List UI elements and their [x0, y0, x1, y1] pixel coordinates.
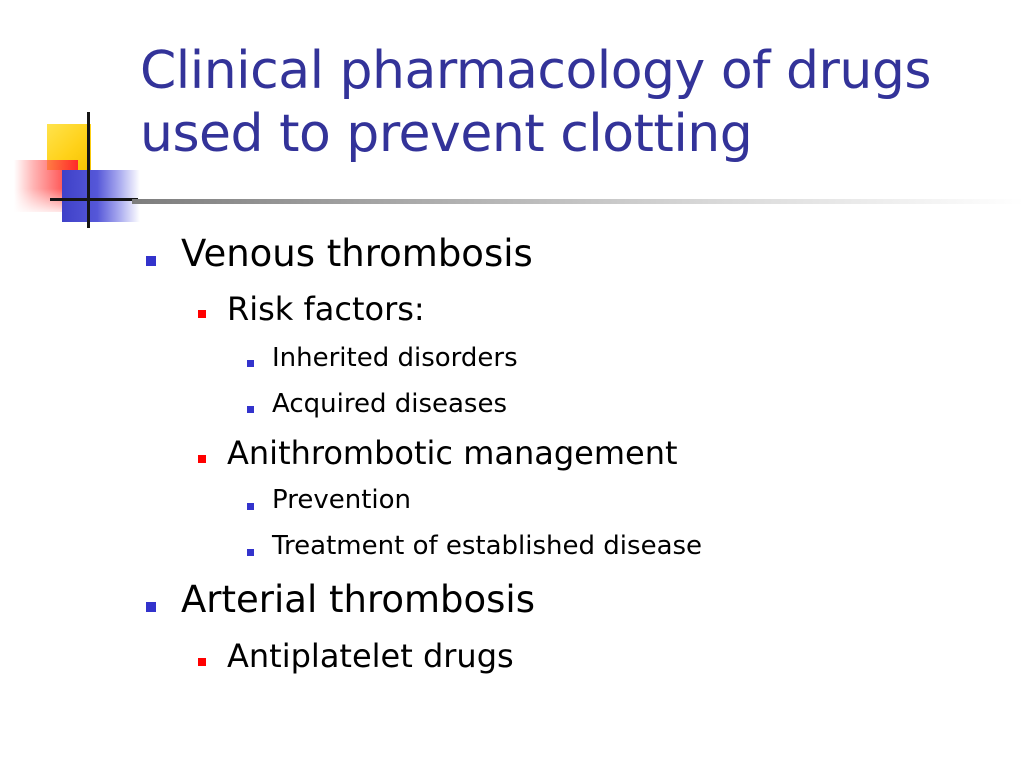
bullet-item-level-2: Anithrombotic management — [227, 434, 678, 472]
bullet-square-icon — [146, 602, 156, 612]
slide-title-line-2: used to prevent clotting — [140, 104, 753, 165]
bullet-item-level-1: Venous thrombosis — [181, 232, 533, 275]
bullet-item-level-2: Risk factors: — [227, 290, 425, 328]
bullet-square-icon — [247, 406, 254, 413]
bullet-square-icon — [247, 549, 254, 556]
bullet-item-level-3: Inherited disorders — [272, 343, 518, 373]
bullet-item-level-2: Antiplatelet drugs — [227, 637, 514, 675]
bullet-item-level-3: Treatment of established disease — [272, 531, 703, 561]
bullet-item-level-3: Acquired diseases — [272, 389, 508, 419]
bullet-square-icon — [198, 455, 206, 463]
bullet-square-icon — [247, 360, 254, 367]
bullet-item-level-3: Prevention — [272, 485, 412, 515]
bullet-item-level-1: Arterial thrombosis — [181, 578, 535, 621]
bullet-square-icon — [146, 256, 156, 266]
bullet-square-icon — [247, 503, 254, 510]
slide-title-line-1: Clinical pharmacology of drugs — [140, 41, 931, 101]
bullet-square-icon — [198, 310, 206, 318]
bullet-square-icon — [198, 658, 206, 666]
